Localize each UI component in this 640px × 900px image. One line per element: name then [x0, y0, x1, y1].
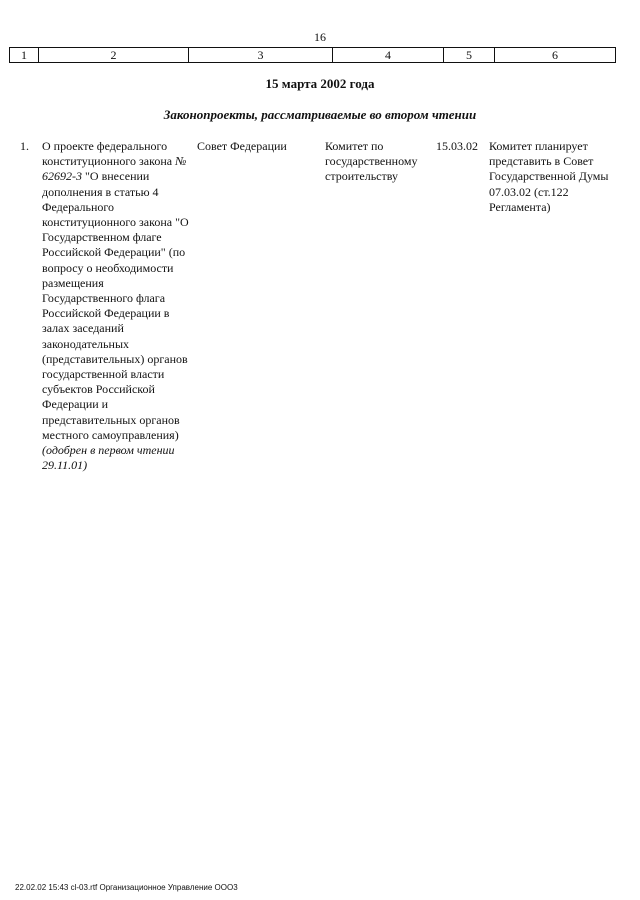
item-status: Комитет планирует представить в Совет Государственной Думы 07.03.02 (ст.122 Регламента) [489, 139, 609, 214]
column-number-cell: 2 [39, 48, 189, 62]
column-number-cell: 4 [333, 48, 444, 62]
item-date: 15.03.02 [436, 139, 478, 153]
bill-number: № 62692-3 [42, 154, 187, 184]
bill-title-intro: О проекте федерального конституционного закона [42, 139, 173, 169]
column-number-cell: 3 [189, 48, 333, 62]
date-heading: 15 марта 2002 года [265, 76, 375, 91]
footer: 22.02.02 15:43 cl-03.rtf Организационное Управление ООО3 [15, 883, 238, 892]
bill-title-main: "О внесении дополнения в статью 4 Федерального конституционного закона "О Государственном флаге Российской Федерации" [42, 169, 189, 260]
page-number: 16 [314, 30, 326, 44]
bill-title [42, 139, 194, 473]
column-number-cell: 1 [10, 48, 39, 62]
section-heading: Законопроекты, рассматриваемые во втором чтении [163, 107, 477, 122]
responsible-committee: Комитет по государственному строительству [325, 139, 418, 184]
first-reading-note: (одобрен в первом чтении 29.11.01) [42, 443, 175, 473]
column-number-cell: 6 [552, 48, 558, 62]
submitted-by: Совет Федерации [197, 139, 287, 153]
column-number-header [9, 47, 616, 63]
column-number-cell: 5 [444, 48, 495, 62]
bill-title-note: (по вопросу о необходимости размещения Государственного флага Российской Федерации в залах заседаний законодательных (представительных) органов государственной власти субъектов Российской Федерации и представительных органов местного самоуправления) [42, 245, 188, 442]
item-number: 1. [20, 139, 29, 153]
